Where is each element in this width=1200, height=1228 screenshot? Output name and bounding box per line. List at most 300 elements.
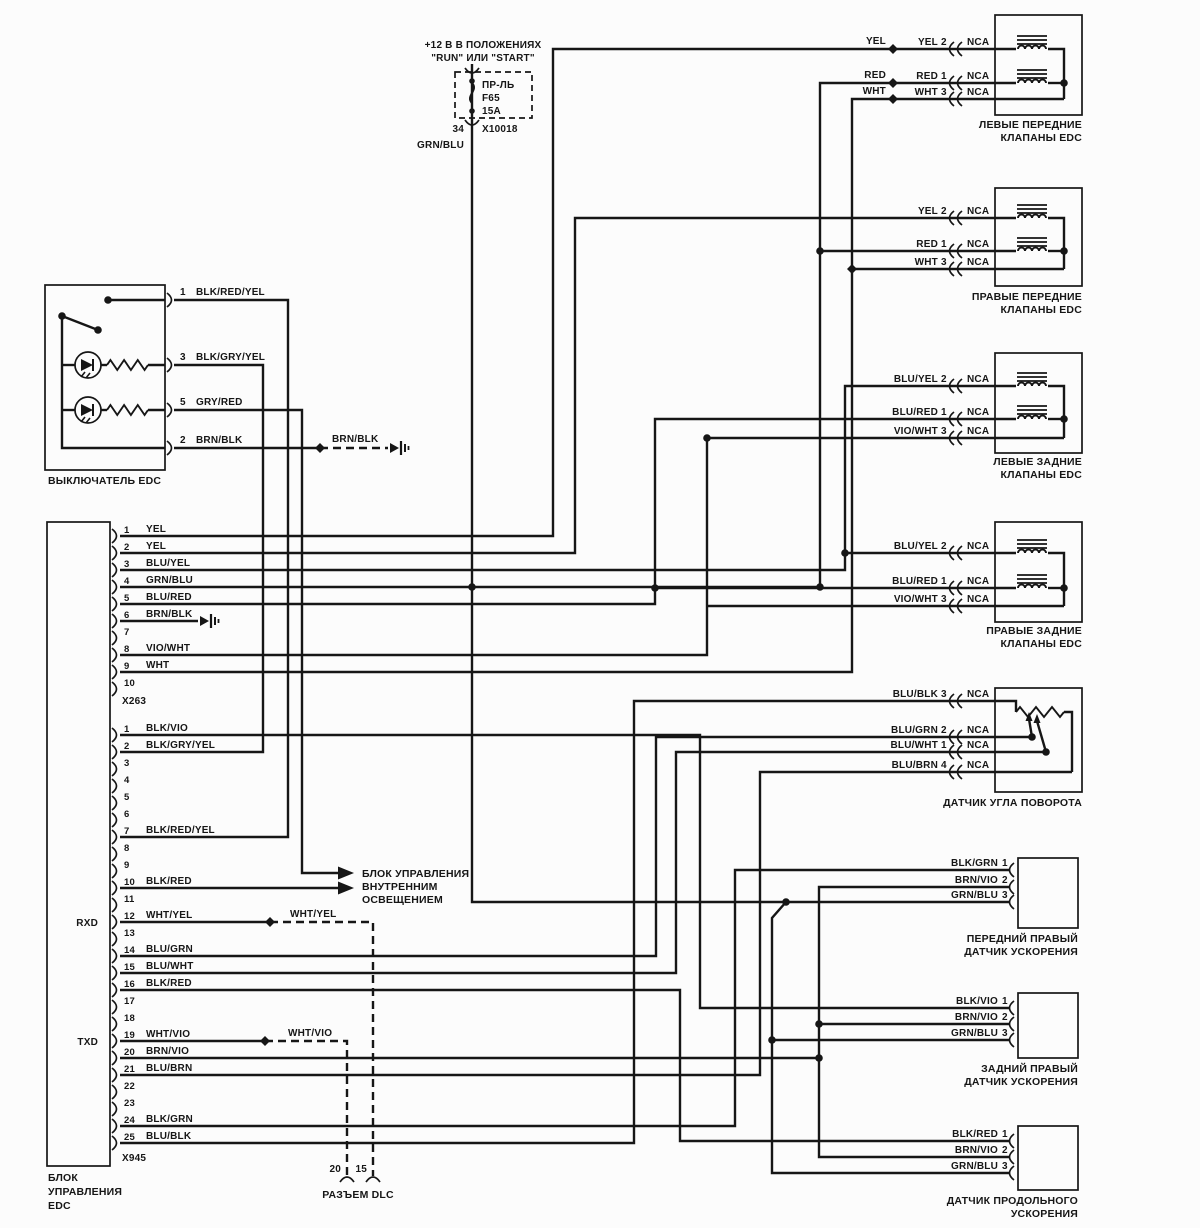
wire-color-label: WHT/YEL bbox=[290, 909, 337, 920]
fuse-element bbox=[469, 108, 475, 114]
wire-color-label: BLU/YEL bbox=[146, 558, 191, 569]
splice-diamond bbox=[315, 443, 325, 453]
connector-arc bbox=[167, 441, 172, 455]
wire-color-label: BLK/GRY/YEL bbox=[146, 740, 216, 751]
connector-arc bbox=[167, 293, 172, 307]
wire-color-label: WHT/VIO bbox=[288, 1028, 333, 1039]
wire-color-label: WHT bbox=[914, 257, 938, 268]
pin-number: 2 bbox=[941, 206, 947, 217]
wire-color-label: BRN/BLK bbox=[196, 435, 243, 446]
wire-color-label: GRN/BLU bbox=[417, 140, 464, 151]
wire bbox=[1048, 218, 1064, 269]
pin-number: 2 bbox=[941, 541, 947, 552]
wire-color-label: YEL bbox=[146, 541, 167, 552]
component-title: ДАТЧИК УГЛА ПОВОРОТА bbox=[943, 797, 1082, 809]
pin-number: 3 bbox=[1002, 1161, 1008, 1172]
wire-color-label: WHT/VIO bbox=[146, 1029, 191, 1040]
pin-number: 20 bbox=[329, 1164, 341, 1175]
wire-color-label: BLK/RED bbox=[952, 1129, 998, 1140]
wire bbox=[120, 990, 1010, 1141]
pin-number: 3 bbox=[941, 594, 947, 605]
connector-arc bbox=[112, 665, 117, 679]
pin-number: 21 bbox=[124, 1064, 135, 1075]
pin-number: 15 bbox=[124, 962, 135, 973]
wire-color-label: BLK/RED/YEL bbox=[146, 825, 215, 836]
accel-sensor-box bbox=[1018, 1126, 1078, 1190]
wire-network bbox=[62, 49, 1072, 1176]
pin-number: 11 bbox=[124, 894, 135, 905]
wire bbox=[995, 701, 1016, 712]
coil-icon bbox=[1018, 46, 1046, 49]
splice-diamond bbox=[260, 1036, 270, 1046]
wire-color-label: GRN/BLU bbox=[951, 1028, 998, 1039]
connector-arc bbox=[112, 1068, 117, 1082]
pin-number: 3 bbox=[1002, 890, 1008, 901]
pin-number: 2 bbox=[124, 542, 130, 553]
junction-dot bbox=[816, 583, 824, 591]
connector-id: NCA bbox=[967, 740, 990, 751]
wire bbox=[174, 410, 338, 873]
connector-arc bbox=[112, 745, 117, 759]
connector-arc bbox=[112, 728, 117, 742]
port-label: RXD bbox=[76, 918, 98, 929]
connector-arc bbox=[112, 563, 117, 577]
splice-diamond bbox=[888, 44, 898, 54]
coil-icon bbox=[1018, 80, 1046, 84]
accel-sensor-2 bbox=[1010, 1126, 1079, 1190]
connector-id: NCA bbox=[967, 87, 990, 98]
coil-icon bbox=[1018, 416, 1046, 419]
wire-color-label: GRN/BLU bbox=[951, 890, 998, 901]
junction-dot bbox=[651, 584, 659, 592]
pin-number: 19 bbox=[124, 1030, 135, 1041]
connector-arc bbox=[1010, 880, 1015, 894]
pin-number: 2 bbox=[124, 741, 130, 752]
fuse-rating: 15A bbox=[482, 106, 501, 117]
component-title: РАЗЪЕМ DLC bbox=[322, 1189, 394, 1201]
wire-color-label: YEL bbox=[865, 36, 886, 47]
pin-number: 5 bbox=[124, 792, 130, 803]
wire bbox=[120, 419, 995, 604]
wire-color-label: YEL bbox=[917, 206, 938, 217]
connector-id: NCA bbox=[967, 576, 990, 587]
connector-arc bbox=[112, 915, 117, 929]
connector-id: NCA bbox=[967, 71, 990, 82]
led-icon bbox=[75, 352, 101, 378]
pin-number: 9 bbox=[124, 661, 130, 672]
wire-color-label: BLU/YEL bbox=[893, 541, 938, 552]
wiper-arrow-icon bbox=[1034, 714, 1041, 723]
coil-icon bbox=[1018, 585, 1046, 589]
junction-dot bbox=[1060, 247, 1068, 255]
pin-number: 1 bbox=[180, 287, 186, 298]
junction-dot bbox=[703, 434, 711, 442]
connector-arc bbox=[112, 1051, 117, 1065]
pin-number: 1 bbox=[1002, 1129, 1008, 1140]
junction-dot bbox=[468, 583, 476, 591]
connector-arc bbox=[112, 796, 117, 810]
connector-arc bbox=[112, 864, 117, 878]
wire-color-label: BLU/BRN bbox=[146, 1063, 193, 1074]
wire-color-label: VIO/WHT bbox=[893, 594, 938, 605]
wire-dashed bbox=[265, 1041, 347, 1176]
connector-arc bbox=[112, 614, 117, 628]
wire-color-label: VIO/WHT bbox=[893, 426, 938, 437]
connector-id: NCA bbox=[967, 374, 990, 385]
pin-number: 16 bbox=[124, 979, 135, 990]
connector-id: NCA bbox=[967, 37, 990, 48]
component-title: EDC bbox=[48, 1200, 71, 1212]
wire bbox=[1048, 553, 1064, 606]
off-page-arrow-icon bbox=[338, 867, 354, 880]
wire bbox=[120, 365, 263, 752]
pin-number: 3 bbox=[941, 689, 947, 700]
wire-color-label: GRN/BLU bbox=[146, 575, 193, 586]
component-title: ЗАДНИЙ ПРАВЫЙ bbox=[981, 1063, 1078, 1075]
wire-color-label: BLK/RED/YEL bbox=[196, 287, 265, 298]
wire-color-label: RED bbox=[916, 239, 938, 250]
connector-arc bbox=[1010, 1017, 1015, 1031]
accel-sensor-0 bbox=[1010, 858, 1079, 928]
connector-arc bbox=[112, 682, 117, 696]
connector-id: NCA bbox=[967, 426, 990, 437]
ground-icon bbox=[390, 443, 399, 453]
connector-id: NCA bbox=[967, 594, 990, 605]
connector-id: X263 bbox=[122, 696, 147, 707]
component-title: УПРАВЛЕНИЯ bbox=[48, 1186, 123, 1198]
connector-arc bbox=[112, 631, 117, 645]
wire bbox=[120, 772, 995, 1075]
connector-arc bbox=[366, 1177, 380, 1182]
wire-color-label: BRN/BLK bbox=[146, 609, 193, 620]
pin-number: 10 bbox=[124, 877, 135, 888]
pin-number: 3 bbox=[941, 87, 947, 98]
wire-color-label: BLK/RED bbox=[146, 978, 192, 989]
wire-color-label: RED bbox=[864, 70, 886, 81]
component-title: ПРАВЫЕ ЗАДНИЕ bbox=[986, 625, 1082, 637]
pin-number: 17 bbox=[124, 996, 135, 1007]
accel-sensor-box bbox=[1018, 858, 1078, 928]
connector-arc bbox=[1010, 1001, 1015, 1015]
splice-diamond bbox=[888, 78, 898, 88]
connector-arc bbox=[1010, 863, 1015, 877]
wire bbox=[120, 752, 995, 973]
pin-number: 2 bbox=[1002, 875, 1008, 886]
wire-color-label: BRN/BLK bbox=[332, 434, 379, 445]
pin-number: 14 bbox=[124, 945, 135, 956]
wire-color-label: BLK/GRN bbox=[146, 1114, 193, 1125]
wire-color-label: BLU/YEL bbox=[893, 374, 938, 385]
component-title: КЛАПАНЫ EDC bbox=[1000, 469, 1082, 481]
off-page-arrow-icon bbox=[338, 882, 354, 895]
pin-number: 13 bbox=[124, 928, 135, 939]
wire-color-label: GRN/BLU bbox=[951, 1161, 998, 1172]
connector-arc bbox=[112, 648, 117, 662]
valve-box bbox=[995, 188, 1082, 286]
connector-id: NCA bbox=[967, 725, 990, 736]
wire-color-label: BLK/RED bbox=[146, 876, 192, 887]
pin-number: 4 bbox=[941, 760, 947, 771]
pin-number: 15 bbox=[355, 1164, 367, 1175]
pin-number: 20 bbox=[124, 1047, 135, 1058]
led-icon bbox=[75, 397, 101, 423]
wire-color-label: BLK/VIO bbox=[956, 996, 998, 1007]
connector-arc bbox=[1010, 1033, 1015, 1047]
component-title: КЛАПАНЫ EDC bbox=[1000, 132, 1082, 144]
connector-arc bbox=[112, 762, 117, 776]
pin-number: 6 bbox=[124, 809, 130, 820]
wire-color-label: BRN/VIO bbox=[954, 1145, 998, 1156]
junction-dot bbox=[1060, 79, 1068, 87]
wire-color-label: BRN/VIO bbox=[954, 875, 998, 886]
pin-number: 1 bbox=[1002, 996, 1008, 1007]
junction-dot bbox=[841, 549, 849, 557]
wire-color-label: WHT bbox=[914, 87, 938, 98]
connector-arc bbox=[112, 1017, 117, 1031]
connector-arc bbox=[340, 1177, 354, 1182]
wire bbox=[120, 386, 995, 570]
fuse-id: F65 bbox=[482, 93, 500, 104]
connector-arc bbox=[112, 966, 117, 980]
wire-color-label: BLK/GRY/YEL bbox=[196, 352, 266, 363]
wire-color-label: WHT bbox=[146, 660, 170, 671]
pin-number: 10 bbox=[124, 678, 135, 689]
component-title: ДАТЧИК УСКОРЕНИЯ bbox=[964, 946, 1078, 958]
component-title: ВЫКЛЮЧАТЕЛЬ EDC bbox=[48, 475, 162, 487]
junction-dot bbox=[816, 247, 824, 255]
pin-number: 3 bbox=[1002, 1028, 1008, 1039]
port-label: TXD bbox=[77, 1037, 98, 1048]
pin-number: 1 bbox=[941, 239, 947, 250]
connector-arc bbox=[112, 546, 117, 560]
wire-color-label: BLU/GRN bbox=[891, 725, 938, 736]
coil-icon bbox=[1018, 215, 1046, 218]
supply-note: +12 В В ПОЛОЖЕНИЯХ bbox=[424, 40, 542, 51]
wire-color-label: BLU/RED bbox=[146, 592, 192, 603]
coil-icon bbox=[1018, 248, 1046, 252]
wire-color-label: BRN/VIO bbox=[954, 1012, 998, 1023]
pin-number: 1 bbox=[941, 407, 947, 418]
pin-number: 18 bbox=[124, 1013, 135, 1024]
wire-color-label: BLU/WHT bbox=[146, 961, 194, 972]
wire bbox=[1048, 49, 1064, 99]
pin-number: 9 bbox=[124, 860, 130, 871]
wire-color-label: YEL bbox=[146, 524, 167, 535]
wire-color-label: VIO/WHT bbox=[146, 643, 191, 654]
wire bbox=[62, 316, 165, 448]
pin-number: 7 bbox=[124, 826, 130, 837]
pin-number: 1 bbox=[124, 525, 130, 536]
pin-number: 5 bbox=[180, 397, 186, 408]
resistor-icon bbox=[107, 360, 148, 370]
connector-id: X945 bbox=[122, 1153, 147, 1164]
junction-dot bbox=[768, 1036, 776, 1044]
connector-arc bbox=[112, 779, 117, 793]
off-page-ref: БЛОК УПРАВЛЕНИЯ bbox=[362, 868, 470, 880]
pin-number: 2 bbox=[1002, 1012, 1008, 1023]
wire-color-label: BLU/BLK bbox=[892, 689, 938, 700]
angle-sensor-box bbox=[995, 688, 1082, 792]
connector-id: NCA bbox=[967, 407, 990, 418]
pin-number: 4 bbox=[124, 775, 130, 786]
pin-number: 24 bbox=[124, 1115, 135, 1126]
pin-number: 2 bbox=[1002, 1145, 1008, 1156]
connector-arc bbox=[112, 932, 117, 946]
wire bbox=[120, 735, 1010, 1008]
pin-number: 12 bbox=[124, 911, 135, 922]
component-title: КЛАПАНЫ EDC bbox=[1000, 304, 1082, 316]
wire-color-label: BLU/BLK bbox=[146, 1131, 192, 1142]
junction-dot bbox=[1060, 415, 1068, 423]
pin-number: 8 bbox=[124, 843, 130, 854]
connector-arc bbox=[112, 1034, 117, 1048]
connector-arc bbox=[1010, 1134, 1015, 1148]
component-title: ДАТЧИК УСКОРЕНИЯ bbox=[964, 1076, 1078, 1088]
pin-number: 1 bbox=[941, 71, 947, 82]
pin-number: 8 bbox=[124, 644, 130, 655]
connector-arc bbox=[1010, 895, 1015, 909]
connector-arc bbox=[112, 1000, 117, 1014]
wire-color-label: BLK/VIO bbox=[146, 723, 188, 734]
junction-dot bbox=[104, 296, 112, 304]
supply-note: "RUN" ИЛИ "START" bbox=[431, 53, 535, 64]
pin-number: 1 bbox=[124, 724, 130, 735]
component-title: БЛОК bbox=[48, 1172, 79, 1184]
connector-id: NCA bbox=[967, 689, 990, 700]
splice-diamond bbox=[847, 264, 857, 274]
coil-icon bbox=[1018, 383, 1046, 386]
off-page-ref: ВНУТРЕННИМ bbox=[362, 881, 438, 893]
wire-color-label: GRY/RED bbox=[196, 397, 243, 408]
pin-number: 3 bbox=[941, 426, 947, 437]
connector-arc bbox=[1010, 1150, 1015, 1164]
fuse-name: ПР-ЛЬ bbox=[482, 80, 515, 91]
connector-arc bbox=[112, 881, 117, 895]
pin-number: 2 bbox=[941, 374, 947, 385]
wire-color-label: BLU/BRN bbox=[891, 760, 938, 771]
wire-color-label: RED bbox=[916, 71, 938, 82]
labels bbox=[48, 36, 1082, 1220]
junction-dot bbox=[1028, 733, 1036, 741]
wire-color-label: BLK/GRN bbox=[951, 858, 998, 869]
wire bbox=[820, 83, 995, 587]
wire-color-label: BLU/RED bbox=[892, 407, 938, 418]
off-page-ref: ОСВЕЩЕНИЕМ bbox=[362, 894, 443, 906]
junction-dot bbox=[1042, 748, 1050, 756]
junction-dot bbox=[815, 1020, 823, 1028]
wire bbox=[120, 438, 995, 655]
connector-arc bbox=[112, 1119, 117, 1133]
accel-sensor-box bbox=[1018, 993, 1078, 1058]
edc-switch bbox=[45, 285, 172, 470]
splice-diamond bbox=[888, 94, 898, 104]
component-title: КЛАПАНЫ EDC bbox=[1000, 638, 1082, 650]
pin-number: 2 bbox=[180, 435, 186, 446]
connector-id: X10018 bbox=[482, 124, 518, 135]
pin-number: 34 bbox=[452, 124, 464, 135]
wire-color-label: WHT/YEL bbox=[146, 910, 193, 921]
accel-sensor-1 bbox=[1010, 993, 1079, 1058]
potentiometer-icon bbox=[1016, 707, 1064, 717]
pin-number: 1 bbox=[1002, 858, 1008, 869]
junction-dot bbox=[782, 898, 790, 906]
pin-number: 5 bbox=[124, 593, 130, 604]
wire-dashed bbox=[270, 922, 373, 1176]
pin-number: 1 bbox=[941, 740, 947, 751]
connector-id: NCA bbox=[967, 541, 990, 552]
connector-arc bbox=[112, 580, 117, 594]
connector-id: NCA bbox=[967, 239, 990, 250]
connector-arc bbox=[112, 1102, 117, 1116]
connector-arc bbox=[112, 1136, 117, 1150]
ground-icon bbox=[200, 616, 209, 626]
ecu-box bbox=[47, 522, 110, 1166]
component-title: ПЕРЕДНИЙ ПРАВЫЙ bbox=[966, 933, 1078, 945]
component-title: ЛЕВЫЕ ПЕРЕДНИЕ bbox=[978, 119, 1082, 131]
connector-arc bbox=[167, 403, 172, 417]
connector-arc bbox=[112, 597, 117, 611]
dlc-connector bbox=[340, 1177, 380, 1182]
connector-arc bbox=[167, 358, 172, 372]
connector-id: NCA bbox=[967, 257, 990, 268]
junction-dot bbox=[94, 326, 102, 334]
wire bbox=[62, 316, 98, 330]
wire bbox=[1064, 712, 1072, 772]
pin-number: 22 bbox=[124, 1081, 135, 1092]
wire-color-label: BLU/RED bbox=[892, 576, 938, 587]
edc-control-unit bbox=[47, 522, 117, 1166]
wire bbox=[1037, 721, 1046, 752]
wire bbox=[1048, 386, 1064, 438]
component-title: ПРАВЫЕ ПЕРЕДНИЕ bbox=[971, 291, 1082, 303]
connector-arc bbox=[112, 983, 117, 997]
splice-diamond bbox=[265, 917, 275, 927]
connector-arc bbox=[112, 847, 117, 861]
pin-number: 3 bbox=[941, 257, 947, 268]
pin-number: 6 bbox=[124, 610, 130, 621]
junction-dot bbox=[58, 312, 66, 320]
pin-number: 25 bbox=[124, 1132, 135, 1143]
pin-number: 2 bbox=[941, 725, 947, 736]
connector-arc bbox=[112, 529, 117, 543]
wire-color-label: WHT bbox=[862, 86, 886, 97]
connector-arc bbox=[1010, 1166, 1015, 1180]
pin-number: 23 bbox=[124, 1098, 135, 1109]
wire-color-label: BLU/WHT bbox=[890, 740, 938, 751]
valve-block-1 bbox=[950, 188, 1083, 286]
pin-number: 1 bbox=[941, 576, 947, 587]
coil-icon bbox=[1018, 550, 1046, 554]
pin-number: 7 bbox=[124, 627, 130, 638]
junction-dot bbox=[1060, 584, 1068, 592]
component-title: ДАТЧИК ПРОДОЛЬНОГО bbox=[946, 1195, 1078, 1207]
connector-arc bbox=[112, 898, 117, 912]
connector-arc bbox=[112, 813, 117, 827]
wire-color-label: BRN/VIO bbox=[146, 1046, 190, 1057]
wire bbox=[120, 870, 1010, 1126]
connector-arc bbox=[112, 830, 117, 844]
connector-id: NCA bbox=[967, 206, 990, 217]
connector-id: NCA bbox=[967, 760, 990, 771]
pin-number: 3 bbox=[124, 559, 130, 570]
wire-color-label: BLU/GRN bbox=[146, 944, 193, 955]
pin-number: 3 bbox=[124, 758, 130, 769]
resistor-icon bbox=[107, 405, 148, 415]
pin-number: 3 bbox=[180, 352, 186, 363]
wire-color-label: YEL bbox=[917, 37, 938, 48]
connector-arc bbox=[112, 1085, 117, 1099]
connector-arc bbox=[112, 949, 117, 963]
